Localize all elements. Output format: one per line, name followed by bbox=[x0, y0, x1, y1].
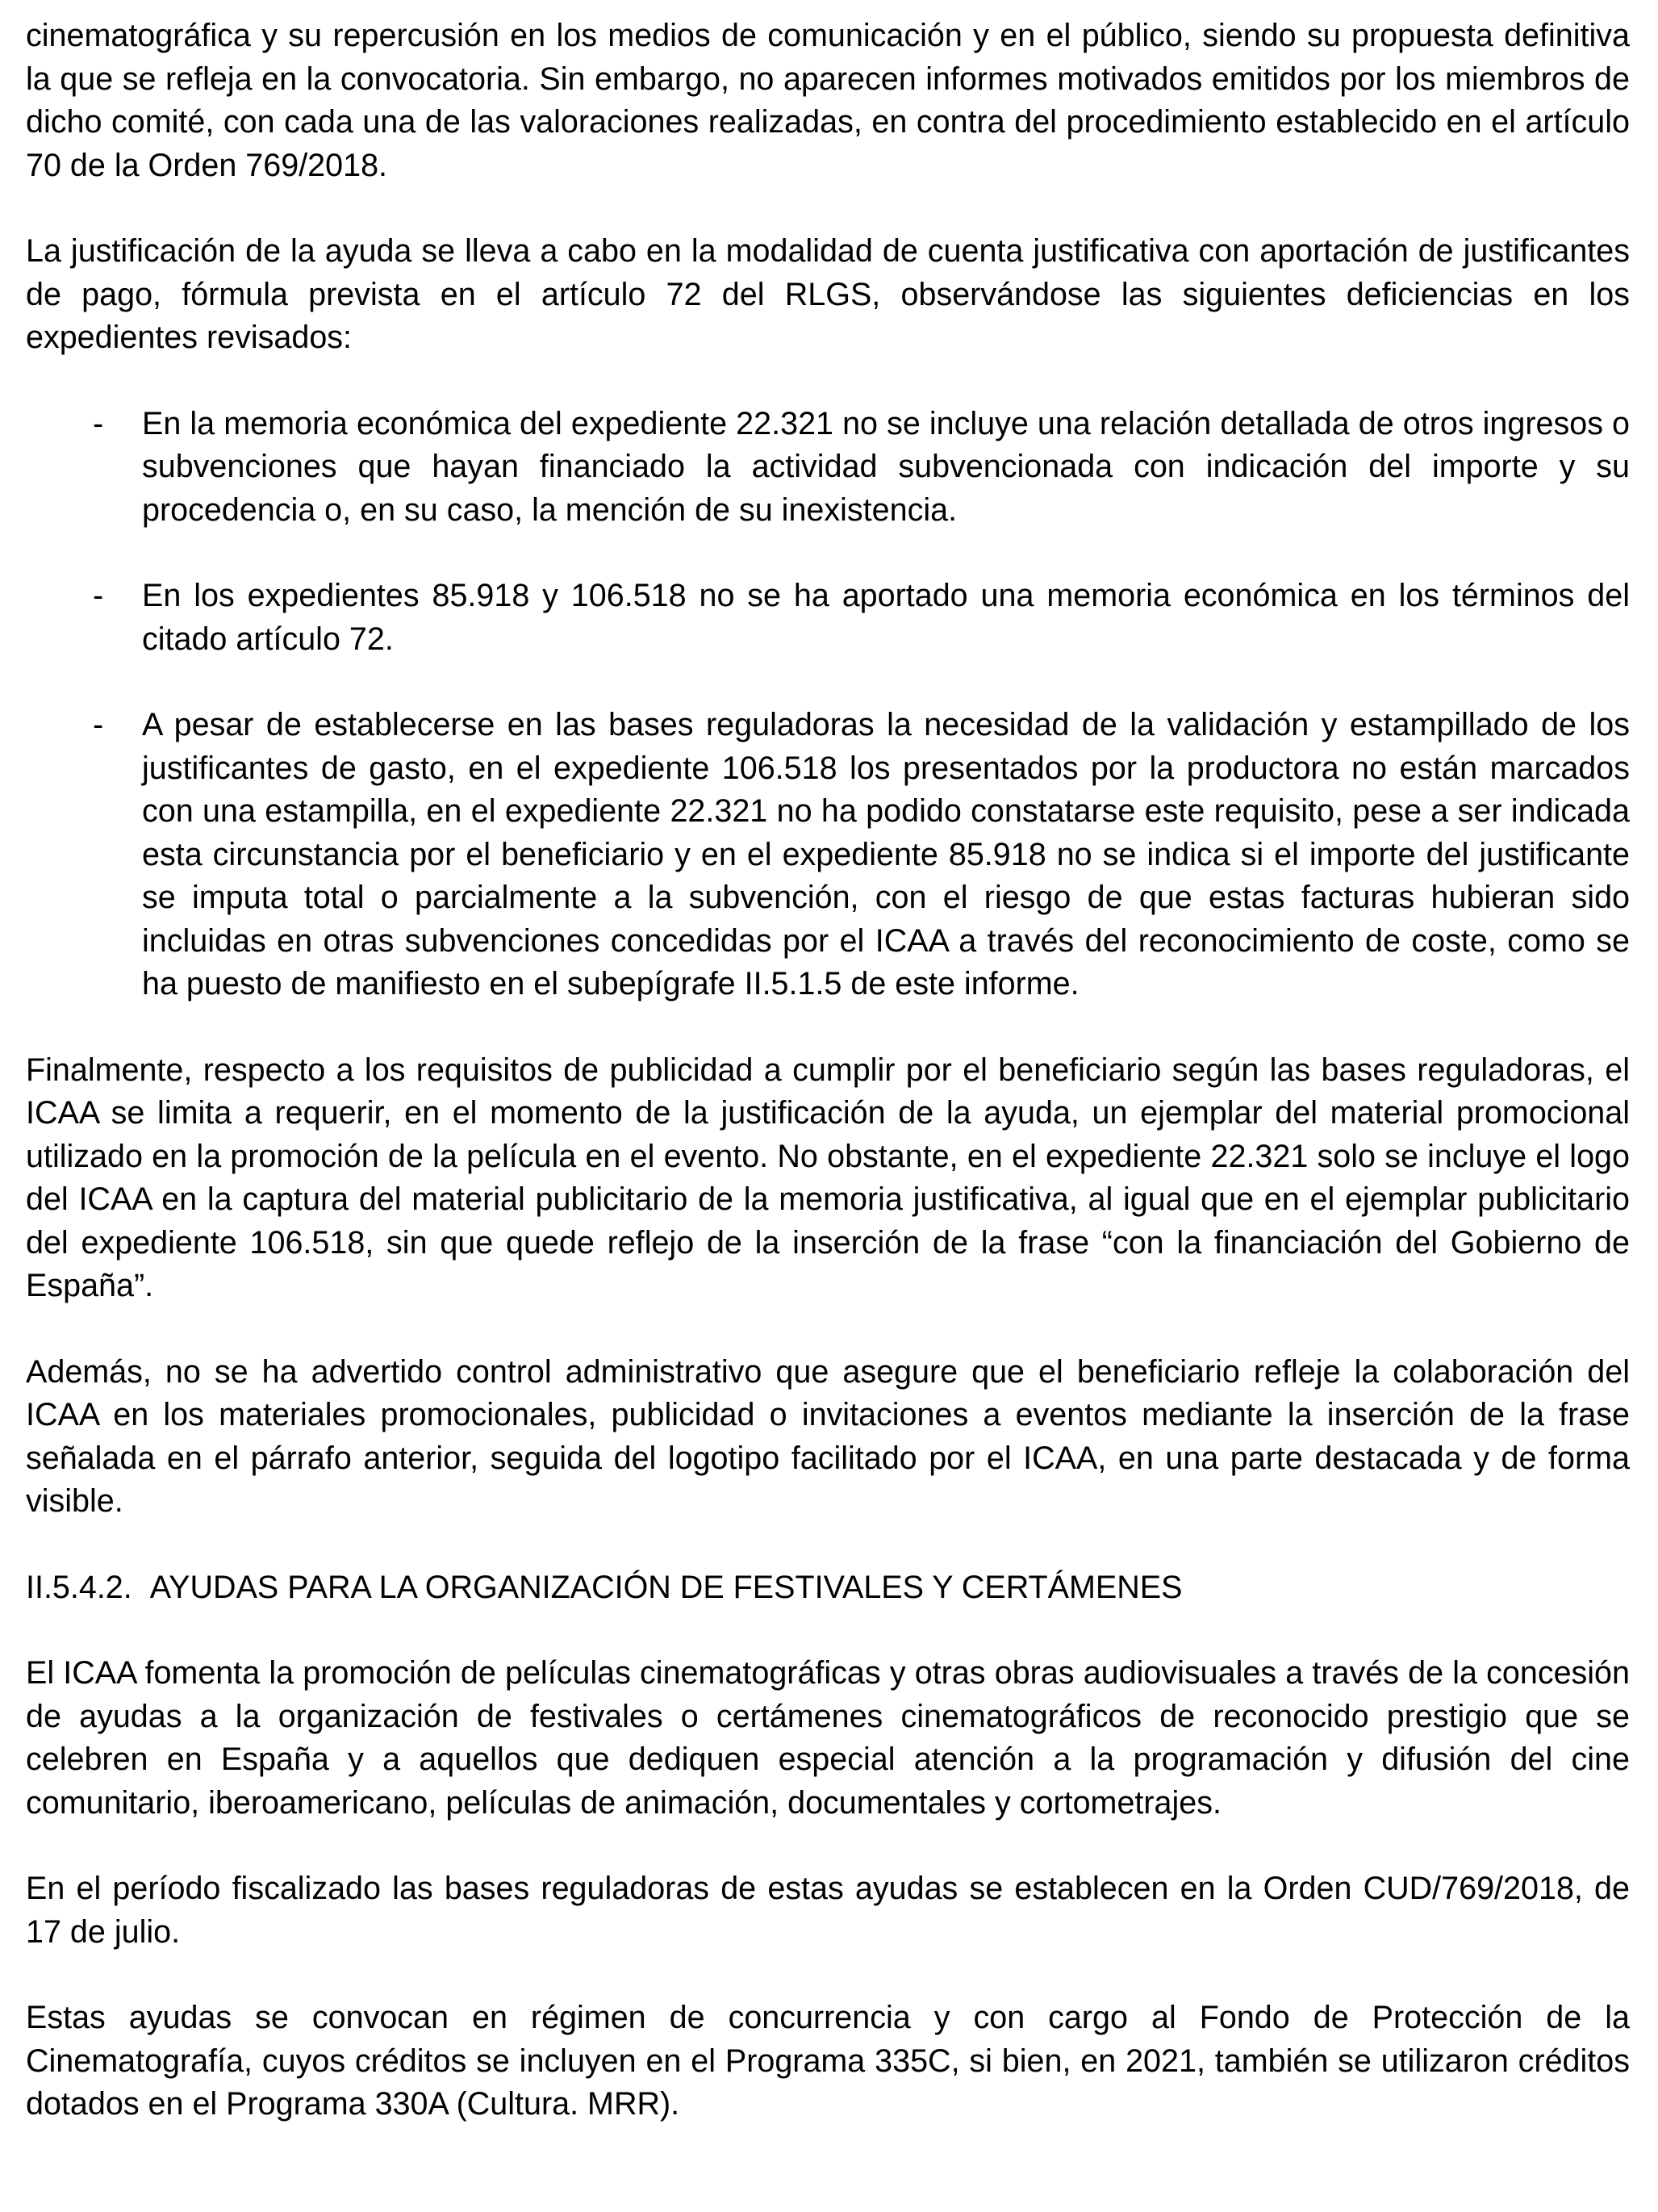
body-paragraph: Además, no se ha advertido control administrativo que asegure que el beneficiario refleje la colaboración del ICAA en los materiales promocionales, publicidad o invitaciones a eventos mediante la inserción de la frase señalada en el párrafo anterior, seguida del logotipo facilitado por el ICAA, en una parte destacada y de forma visible. bbox=[26, 1353, 1630, 1519]
list-item bbox=[26, 704, 1630, 1006]
body-paragraph: En el período fiscalizado las bases reguladoras de estas ayudas se establecen en la Orden CUD/769/2018, de 17 de julio. bbox=[26, 1871, 1630, 1950]
list-item-text: En los expedientes 85.918 y 106.518 no se ha aportado una memoria económica en los términos del citado artículo 72. bbox=[142, 578, 1630, 657]
body-paragraph: La justificación de la ayuda se lleva a cabo en la modalidad de cuenta justificativa con aportación de justificantes de pago, fórmula prevista en el artículo 72 del RLGS, observándose las siguientes deficiencias en los expedientes revisados: bbox=[26, 233, 1630, 355]
list-item bbox=[26, 403, 1630, 533]
body-paragraph: cinematográfica y su repercusión en los medios de comunicación y en el público, siendo su propuesta definitiva la que se refleja en la convocatoria. Sin embargo, no aparecen informes motivados emitidos por los miembros de dicho comité, con cada una de las valoraciones realizadas, en contra del procedimiento establecido en el artículo 70 de la Orden 769/2018. bbox=[26, 18, 1630, 183]
section-number: II.5.4.2. bbox=[26, 1569, 132, 1605]
body-paragraph: Finalmente, respecto a los requisitos de publicidad a cumplir por el beneficiario según las bases reguladoras, el ICAA se limita a requerir, en el momento de la justificación de la ayuda, un ejemplar del material promocional utilizado en la promoción de la película en el evento. No obstante, en el expediente 22.321 solo se incluye el logo del ICAA en la captura del material publicitario de la memoria justificativa, al igual que en el ejemplar publicitario del expediente 106.518, sin que quede reflejo de la inserción de la frase “con la financiación del Gobierno de España”. bbox=[26, 1052, 1630, 1303]
body-paragraph: Estas ayudas se convocan en régimen de concurrencia y con cargo al Fondo de Protección de la Cinematografía, cuyos créditos se incluyen en el Programa 335C, si bien, en 2021, también se utilizaron créditos dotados en el Programa 330A (Cultura. MRR). bbox=[26, 2000, 1630, 2122]
deficiencies-list bbox=[26, 403, 1630, 1006]
body-paragraph: El ICAA fomenta la promoción de películas cinematográficas y otras obras audiovisuales a través de la concesión de ayudas a la organización de festivales o certámenes cinematográficos de reconocido prestigio que se celebren en España y a aquellos que dediquen especial atención a la programación y difusión del cine comunitario, iberoamericano, películas de animación, documentales y cortometrajes. bbox=[26, 1655, 1630, 1821]
section-heading bbox=[26, 1566, 1630, 1610]
list-item bbox=[26, 575, 1630, 661]
dash-bullet: - bbox=[93, 707, 104, 742]
list-item-text: A pesar de establecerse en las bases reguladoras la necesidad de la validación y estampillado de los justificantes de gasto, en el expediente 106.518 los presentados por la productora no están marcados con una estampilla, en el expediente 22.321 no ha podido constatarse este requisito, pese a ser indicada esta circunstancia por el beneficiario y en el expediente 85.918 no se indica si el importe del justificante se imputa total o parcialmente a la subvención, con el riesgo de que estas facturas hubieran sido incluidas en otras subvenciones concedidas por el ICAA a través del reconocimiento de coste, como se ha puesto de manifiesto en el subepígrafe II.5.1.5 de este informe. bbox=[142, 707, 1630, 1001]
list-item-text: En la memoria económica del expediente 22.321 no se incluye una relación detallada de otros ingresos o subvenciones que hayan financiado la actividad subvencionada con indicación del importe y su procedencia o, en su caso, la mención de su inexistencia. bbox=[142, 405, 1630, 528]
dash-bullet: - bbox=[93, 578, 104, 613]
section-title: AYUDAS PARA LA ORGANIZACIÓN DE FESTIVALES Y CERTÁMENES bbox=[149, 1569, 1183, 1605]
document-page bbox=[26, 15, 1630, 2169]
dash-bullet: - bbox=[93, 405, 104, 441]
